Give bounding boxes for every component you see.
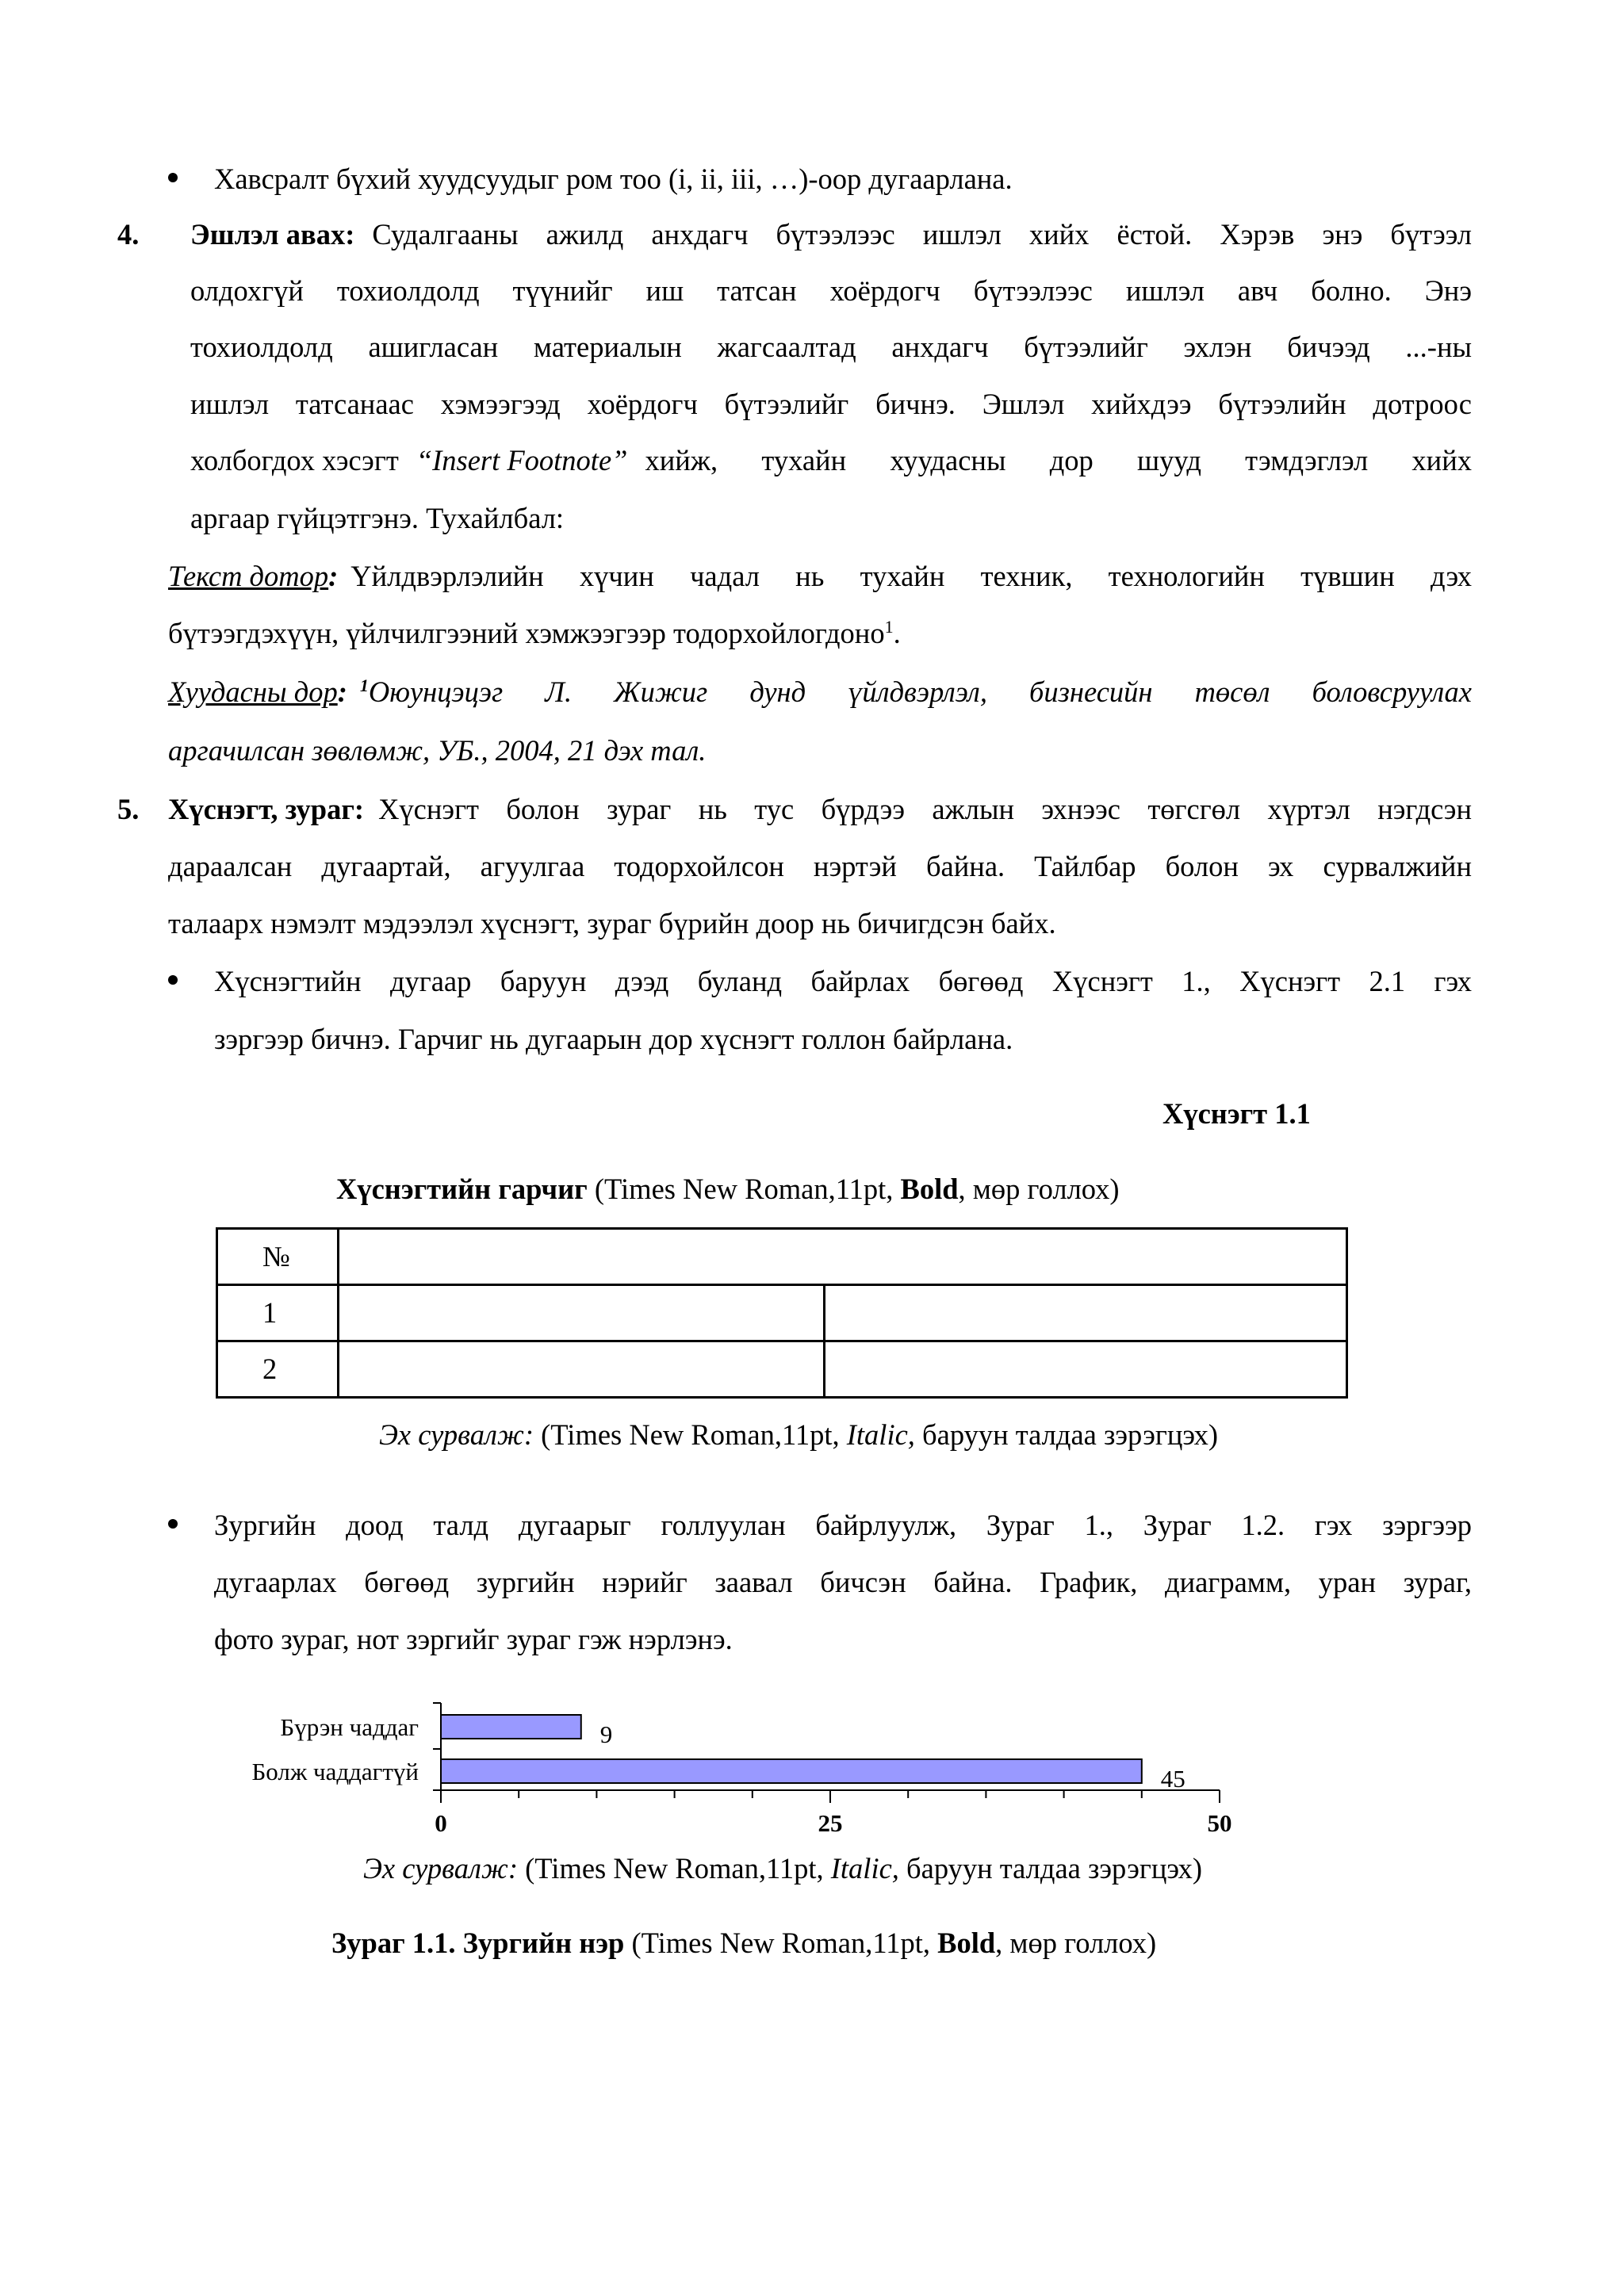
table-cell [825, 1285, 1347, 1341]
chart-bar [441, 1759, 1142, 1783]
item-4-line-5a: холбогдох хэсэгт [190, 444, 399, 476]
item-4-line-1: Судалгааны ажилд анхдагч бүтээлээс ишлэл хийх ёстой. Хэрэв энэ бүтээл [372, 218, 1472, 251]
item-5-line-2: дараалсан дугаартай, агуулгаа тодорхойлсон нэртэй байна. Тайлбар болон эх сурвалжийн [168, 850, 1472, 882]
table-caption [336, 1171, 1120, 1207]
example-text-body-1: Үйлдвэрлэлийн хүчин чадал нь тухайн техник, технологийн түвшин дэх [350, 560, 1472, 592]
item-4-line-5b: хийж, тухайн хуудасны дор шууд тэмдэглэл хийх [645, 444, 1472, 476]
bullet-3-line-3: фото зураг, нот зэргийг зураг гэж нэрлэнэ. [214, 1623, 733, 1655]
item-number: 4. [117, 218, 140, 251]
table-caption-text: (Times New Roman,11pt, [594, 1173, 894, 1205]
bullet-text: Хавсралт бүхий хуудсуудыг ром тоо (i, ii, iii, …)-оор дугаарлана. [214, 163, 1013, 195]
chart-x-tick-label: 50 [1207, 1809, 1232, 1837]
figure-source-italic: Italic, [830, 1852, 899, 1885]
item-4-line-2: олдохгүй тохиолдолд түүнийг иш татсан хоёрдогч бүтээлээс ишлэл авч болно. Энэ [190, 274, 1472, 307]
table-row [217, 1229, 1347, 1285]
item-4-title: Эшлэл авах: [190, 218, 355, 251]
item-number: 5. [117, 793, 140, 825]
chart-category-label: Бүрэн чаддаг [280, 1713, 419, 1741]
bullet-2-line-2: зэргээр бичнэ. Гарчиг нь дугаарын дор хүснэгт голлон байрлана. [214, 1023, 1013, 1055]
chart-data-label: 9 [599, 1720, 613, 1748]
chart-x-tick-label: 0 [435, 1809, 447, 1837]
item-5-line-1: Хүснэгт болон зураг нь тус бүрдээ ажлын эхнээс төгсгөл хүртэл нэгдсэн [378, 793, 1472, 825]
table-row-number: 2 [217, 1341, 339, 1398]
table-caption-text-2: , мөр голлох) [958, 1173, 1120, 1205]
table-header-number: № [217, 1229, 339, 1285]
bullet-marker [168, 1519, 178, 1529]
example-text-body-2: бүтээгдэхүүн, үйлчилгээний хэмжээгээр тодорхойлогдоно [168, 617, 885, 649]
table-row-number: 1 [217, 1285, 339, 1341]
table-caption-bold: Хүснэгтийн гарчиг [336, 1173, 588, 1205]
bullet-marker [168, 975, 178, 985]
table-caption-bold-2: Bold [900, 1173, 959, 1205]
example-page-body-1: Оюунцэцэг Л. Жижиг дунд үйлдвэрлэл, бизнесийн төсөл боловсруулах [368, 675, 1472, 708]
figure-caption-text-2: , мөр голлох) [995, 1927, 1157, 1959]
example-page-body-2: аргачилсан зөвлөмж, УБ., 2004, 21 дэх тал. [168, 734, 707, 767]
example-text-line-2 [168, 615, 901, 652]
item-4-line-4: ишлэл татсанаас хэмээгээд хоёрдогч бүтээлийг бичнэ. Эшлэл хийхдээ бүтээлийн дотроос [190, 388, 1472, 420]
item-5-line-3: талаарх нэмэлт мэдээлэл хүснэгт, зураг бүрийн доор нь бичигдсэн байх. [168, 907, 1056, 939]
figure-caption-text: (Times New Roman,11pt, [631, 1927, 930, 1959]
figure-source-text-2: баруун талдаа зэрэгцэх) [906, 1852, 1203, 1885]
bullet-3-line-2: дугаарлах бөгөөд зургийн нэрийг заавал бичсэн байна. График, диаграмм, уран зураг, [214, 1566, 1472, 1598]
item-4-line-5 [190, 442, 1472, 479]
chart-data-label: 45 [1160, 1765, 1185, 1793]
item-5-line [168, 791, 1472, 828]
table-source-italic: Italic, [846, 1418, 915, 1451]
table-row [217, 1341, 1347, 1398]
bar-chart [159, 1697, 1507, 1847]
table-source-label: Эх сурвалж: [379, 1418, 534, 1451]
item-4-line-6: аргаар гүйцэтгэнэ. Тухайлбал: [190, 502, 565, 534]
table-cell [339, 1285, 825, 1341]
chart-category-label: Болж чаддагтүй [251, 1758, 419, 1785]
footnote-marker-page: 1 [359, 675, 369, 695]
table-source-text-2: баруун талдаа зэрэгцэх) [922, 1418, 1219, 1451]
example-page-label: Хуудасны дор [168, 675, 338, 708]
bullet-marker [168, 173, 178, 182]
item-4-line [190, 216, 1472, 253]
item-5-title: Хүснэгт, зураг: [168, 793, 365, 825]
bullet-3-line-1: Зургийн доод талд дугаарыг голлуулан байрлуулж, Зураг 1., Зураг 1.2. гэх зэргээр [214, 1509, 1472, 1541]
example-page-colon: : [337, 675, 347, 708]
bullet-2-line-1: Хүснэгтийн дугаар баруун дээд буланд байрлах бөгөөд Хүснэгт 1., Хүснэгт 2.1 гэх [214, 965, 1472, 997]
chart-x-tick-label: 25 [818, 1809, 843, 1837]
item-4-line-3: тохиолдолд ашигласан материалын жагсаалтад анхдагч бүтээлийг эхлэн бичээд ...-ны [190, 331, 1472, 363]
figure-caption-bold: Зураг 1.1. Зургийн нэр [331, 1927, 625, 1959]
example-page-line-2 [168, 733, 706, 769]
table-number: Хүснэгт 1.1 [1162, 1097, 1311, 1130]
table-header-cell [339, 1229, 1347, 1285]
figure-caption [331, 1925, 1156, 1961]
figure-caption-bold-2: Bold [937, 1927, 996, 1959]
table-row [217, 1285, 1347, 1341]
chart-bar [441, 1715, 581, 1739]
table-cell [825, 1341, 1347, 1398]
figure-source [363, 1850, 1202, 1887]
example-colon: : [328, 560, 339, 592]
example-text-line-1 [168, 558, 1472, 595]
example-page-line-1 [168, 674, 1472, 710]
footnote-marker: 1 [884, 616, 894, 637]
example-text-label: Текст дотор [168, 560, 329, 592]
figure-source-label: Эх сурвалж: [363, 1852, 519, 1885]
example-text-end: . [893, 617, 901, 649]
table-cell [339, 1341, 825, 1398]
sample-table [216, 1227, 1348, 1399]
figure-source-text: (Times New Roman,11pt, [525, 1852, 824, 1885]
table-source-text: (Times New Roman,11pt, [541, 1418, 840, 1451]
insert-footnote-term: “Insert Footnote” [416, 444, 628, 476]
table-source [379, 1417, 1218, 1453]
